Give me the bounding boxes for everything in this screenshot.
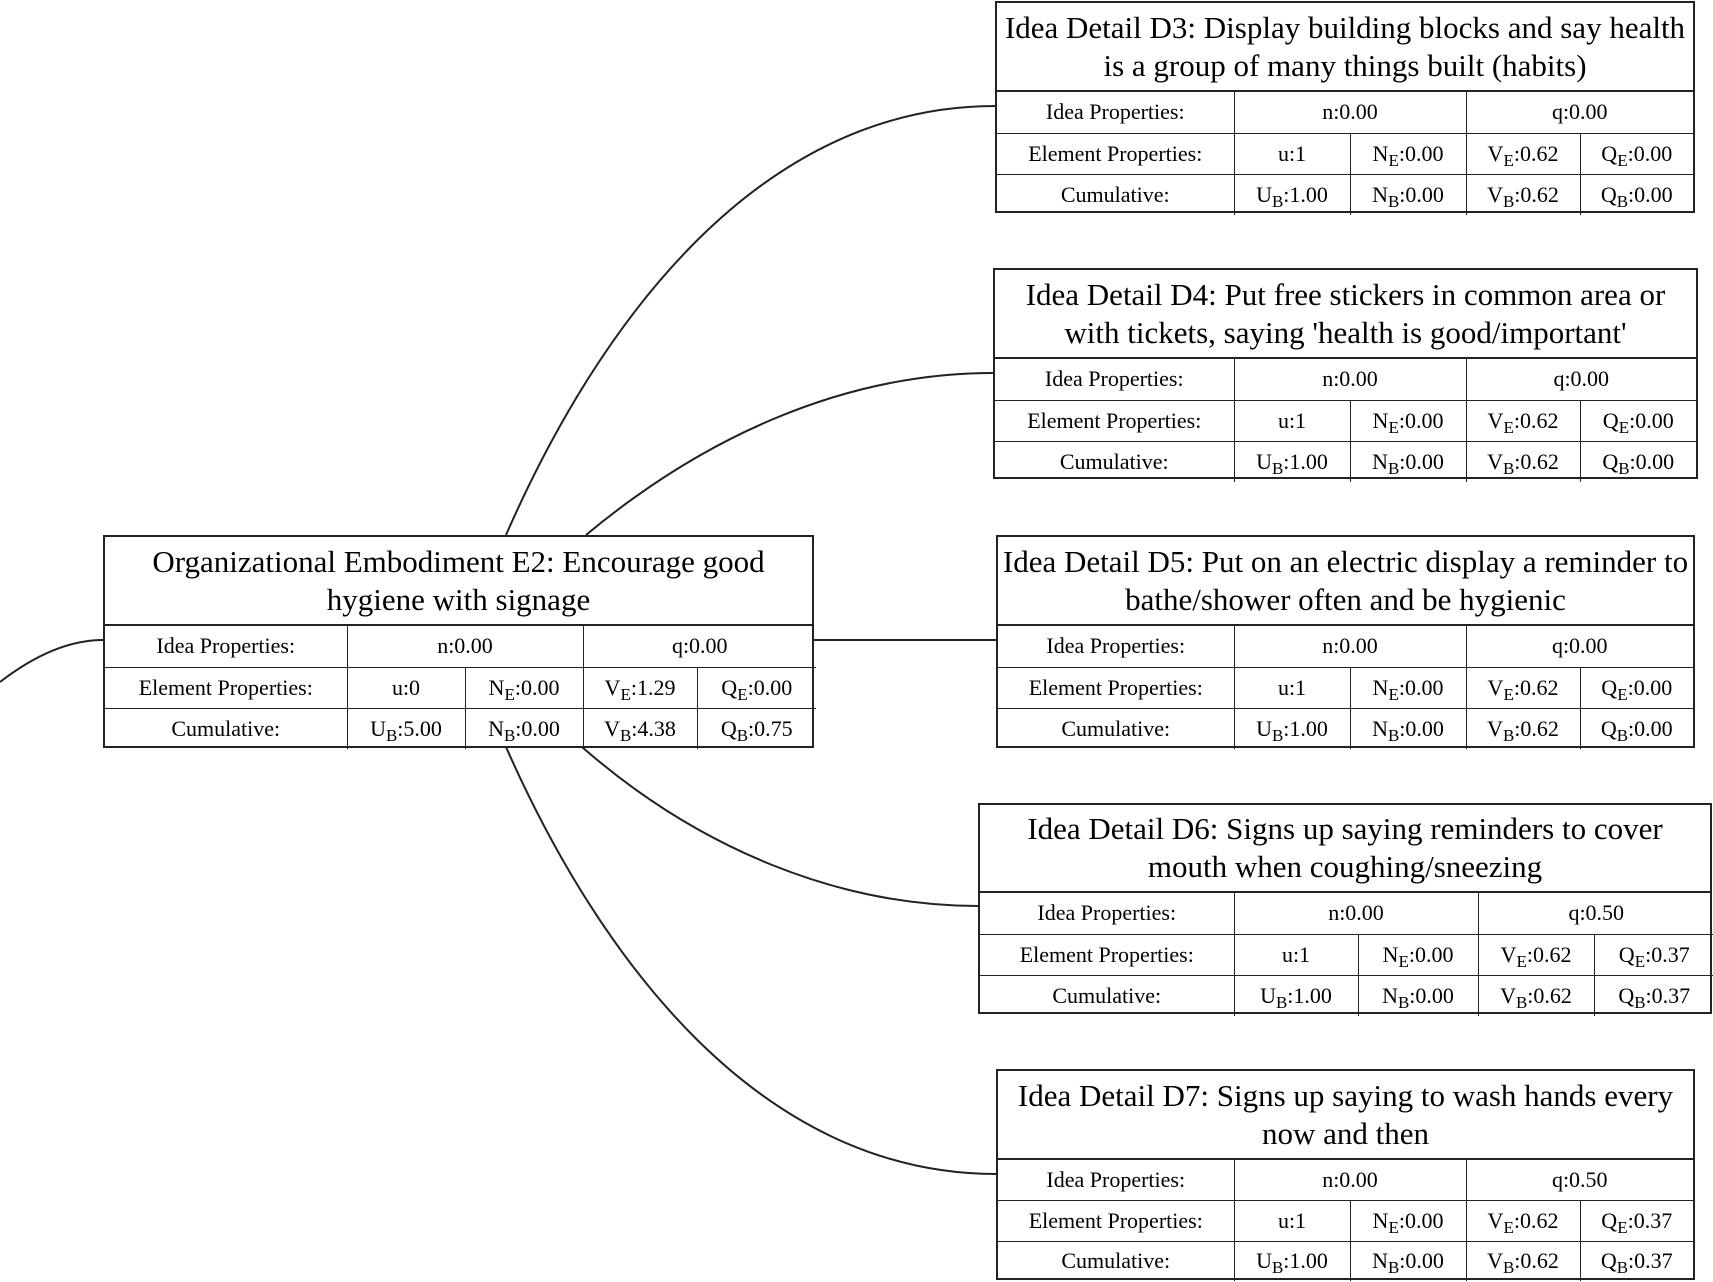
idea-n-value: n:0.00 [1234, 893, 1478, 934]
element-ve-value: $V_E:0.62$ [1466, 1200, 1580, 1241]
properties-table [998, 626, 1693, 749]
element-u-value: u:1 [1234, 1200, 1350, 1241]
idea-n-value: n:0.00 [1234, 359, 1466, 400]
cumulative-label: Cumulative: [105, 708, 347, 749]
element-ne-value: $N_E:0.00$ [1350, 400, 1466, 441]
cumulative-ub-value: $U_B:1.00$ [1234, 708, 1350, 749]
node-title: Idea Detail D4: Put free stickers in common area or with tickets, saying 'health is good/important' [995, 270, 1696, 359]
cumulative-ub-value: $U_B:1.00$ [1234, 1241, 1350, 1281]
cumulative-qb-value: $Q_B:0.37$ [1594, 975, 1713, 1016]
idea-properties-label: Idea Properties: [998, 1160, 1234, 1200]
idea-q-value: q:0.00 [1466, 359, 1696, 400]
connector-e2-to-d4 [586, 373, 993, 535]
connector-e2-to-d6 [582, 747, 978, 906]
element-ne-value: $N_E:0.00$ [1358, 934, 1478, 975]
element-ne-value: $N_E:0.00$ [1350, 1200, 1466, 1241]
element-properties-label: Element Properties: [995, 400, 1234, 441]
element-properties-label: Element Properties: [997, 133, 1234, 174]
element-qe-value: $Q_E:0.37$ [1580, 1200, 1693, 1241]
properties-table [105, 626, 816, 749]
cumulative-vb-value: $V_B:0.62$ [1466, 174, 1580, 215]
connector-e2-to-d3 [506, 106, 995, 535]
connector-e2-to-d7 [506, 747, 996, 1174]
element-qe-value: $Q_E:0.00$ [697, 667, 816, 708]
cumulative-label: Cumulative: [995, 441, 1234, 482]
cumulative-qb-value: $Q_B:0.00$ [1580, 708, 1693, 749]
node-title: Idea Detail D6: Signs up saying reminders to cover mouth when coughing/sneezing [980, 805, 1710, 893]
element-ne-value: $N_E:0.00$ [465, 667, 583, 708]
cumulative-nb-value: $N_B:0.00$ [1350, 441, 1466, 482]
cumulative-nb-value: $N_B:0.00$ [1358, 975, 1478, 1016]
idea-n-value: n:0.00 [1234, 1160, 1466, 1200]
cumulative-ub-value: $U_B:1.00$ [1234, 975, 1358, 1016]
node-title: Organizational Embodiment E2: Encourage good hygiene with signage [105, 537, 812, 626]
element-ne-value: $N_E:0.00$ [1350, 667, 1466, 708]
element-ve-value: $V_E:1.29$ [583, 667, 697, 708]
node-d4-idea-detail [993, 268, 1698, 479]
element-properties-label: Element Properties: [998, 667, 1234, 708]
properties-table [998, 1160, 1693, 1281]
element-qe-value: $Q_E:0.00$ [1580, 133, 1693, 174]
cumulative-vb-value: $V_B:0.62$ [1466, 1241, 1580, 1281]
cumulative-vb-value: $V_B:0.62$ [1466, 441, 1580, 482]
node-title: Idea Detail D7: Signs up saying to wash hands every now and then [998, 1071, 1693, 1160]
element-ve-value: $V_E:0.62$ [1478, 934, 1594, 975]
cumulative-qb-value: $Q_B:0.00$ [1580, 174, 1693, 215]
cumulative-label: Cumulative: [998, 708, 1234, 749]
node-d7-idea-detail [996, 1069, 1695, 1280]
cumulative-nb-value: $N_B:0.00$ [1350, 174, 1466, 215]
idea-properties-label: Idea Properties: [998, 626, 1234, 667]
idea-q-value: q:0.00 [1466, 92, 1693, 133]
element-ve-value: $V_E:0.62$ [1466, 133, 1580, 174]
element-u-value: u:0 [347, 667, 465, 708]
cumulative-ub-value: $U_B:5.00$ [347, 708, 465, 749]
element-properties-label: Element Properties: [105, 667, 347, 708]
properties-table [995, 359, 1696, 482]
element-properties-label: Element Properties: [980, 934, 1234, 975]
cumulative-ub-value: $U_B:1.00$ [1234, 441, 1350, 482]
cumulative-nb-value: $N_B:0.00$ [465, 708, 583, 749]
idea-properties-label: Idea Properties: [995, 359, 1234, 400]
cumulative-nb-value: $N_B:0.00$ [1350, 708, 1466, 749]
element-ne-value: $N_E:0.00$ [1350, 133, 1466, 174]
element-u-value: u:1 [1234, 133, 1350, 174]
idea-properties-label: Idea Properties: [997, 92, 1234, 133]
idea-properties-label: Idea Properties: [105, 626, 347, 667]
cumulative-label: Cumulative: [997, 174, 1234, 215]
cumulative-qb-value: $Q_B:0.00$ [1580, 441, 1696, 482]
idea-q-value: q:0.00 [1466, 626, 1693, 667]
element-ve-value: $V_E:0.62$ [1466, 667, 1580, 708]
node-d5-idea-detail [996, 535, 1695, 748]
node-e2-organizational-embodiment [103, 535, 814, 748]
element-qe-value: $Q_E:0.37$ [1594, 934, 1713, 975]
node-d3-idea-detail [995, 1, 1695, 213]
cumulative-ub-value: $U_B:1.00$ [1234, 174, 1350, 215]
properties-table [980, 893, 1713, 1016]
node-d6-idea-detail [978, 803, 1712, 1014]
cumulative-nb-value: $N_B:0.00$ [1350, 1241, 1466, 1281]
cumulative-vb-value: $V_B:0.62$ [1478, 975, 1594, 1016]
element-qe-value: $Q_E:0.00$ [1580, 400, 1696, 441]
cumulative-vb-value: $V_B:0.62$ [1466, 708, 1580, 749]
idea-properties-label: Idea Properties: [980, 893, 1234, 934]
cumulative-vb-value: $V_B:4.38$ [583, 708, 697, 749]
element-u-value: u:1 [1234, 667, 1350, 708]
node-title: Idea Detail D3: Display building blocks and say health is a group of many things built (habits) [997, 3, 1693, 92]
element-u-value: u:1 [1234, 400, 1350, 441]
element-properties-label: Element Properties: [998, 1200, 1234, 1241]
idea-q-value: q:0.50 [1478, 893, 1713, 934]
element-qe-value: $Q_E:0.00$ [1580, 667, 1693, 708]
idea-n-value: n:0.00 [1234, 626, 1466, 667]
properties-table [997, 92, 1693, 215]
node-title: Idea Detail D5: Put on an electric display a reminder to bathe/shower often and be hygienic [998, 537, 1693, 626]
cumulative-qb-value: $Q_B:0.37$ [1580, 1241, 1693, 1281]
idea-q-value: q:0.50 [1466, 1160, 1693, 1200]
cumulative-qb-value: $Q_B:0.75$ [697, 708, 816, 749]
idea-q-value: q:0.00 [583, 626, 816, 667]
cumulative-label: Cumulative: [998, 1241, 1234, 1281]
connector-parent-to-e2 [0, 640, 103, 682]
idea-n-value: n:0.00 [1234, 92, 1466, 133]
cumulative-label: Cumulative: [980, 975, 1234, 1016]
idea-n-value: n:0.00 [347, 626, 583, 667]
element-u-value: u:1 [1234, 934, 1358, 975]
element-ve-value: $V_E:0.62$ [1466, 400, 1580, 441]
